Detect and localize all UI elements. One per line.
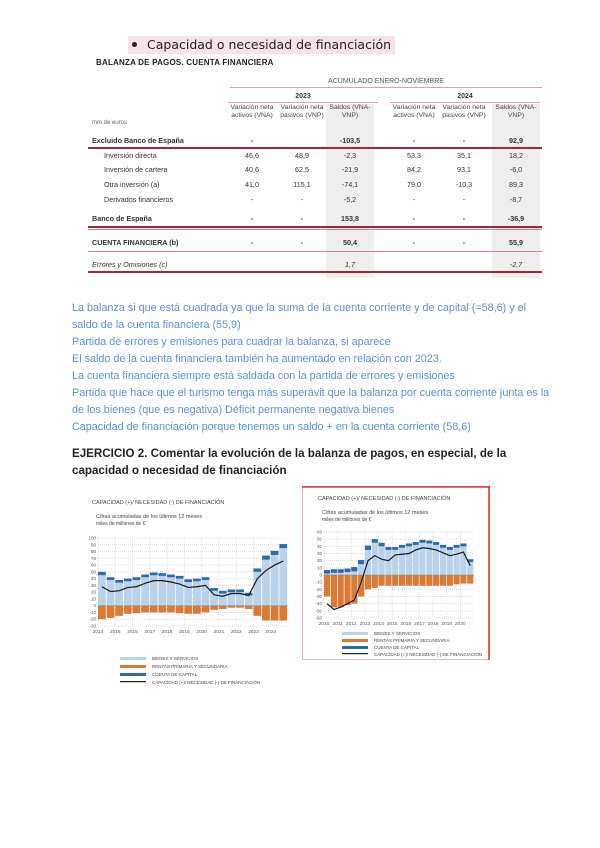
x-tick-label: 2015: [109, 630, 121, 635]
bar-rentas: [236, 606, 244, 608]
column-header: Variación neta activos (VNA): [392, 104, 436, 119]
bar-rentas: [460, 575, 466, 584]
bar-rentas: [392, 575, 398, 586]
bar-bienes-servicios: [372, 543, 378, 575]
table-divider: [88, 251, 542, 252]
bar-rentas: [193, 606, 201, 614]
row-label: Inversión de cartera: [104, 165, 168, 174]
x-tick-label: 2020: [455, 622, 466, 627]
cell-value: -: [250, 238, 254, 247]
y-tick-label: -10: [89, 609, 96, 615]
cell-value: -: [300, 195, 304, 204]
legend-label: BIENES Y SERVICIOS: [152, 656, 199, 661]
cell-value: -: [412, 238, 416, 247]
bar-rentas: [228, 606, 236, 608]
legend-label: RENTAS PRIMARIA Y SECUNDARIA: [374, 638, 450, 643]
bar-rentas: [262, 606, 270, 621]
bar-rentas: [331, 575, 337, 607]
bar-bienes-servicios: [193, 581, 201, 605]
x-tick-label: 2015: [386, 622, 398, 627]
bar-rentas: [447, 575, 453, 586]
bar-bienes-servicios: [454, 548, 460, 575]
bar-rentas: [279, 606, 287, 621]
legend-swatch: [120, 673, 146, 676]
bar-rentas: [202, 606, 210, 613]
bar-cuenta-capital: [98, 572, 106, 575]
bar-cuenta-capital: [262, 556, 270, 560]
table-row: [88, 193, 542, 207]
bar-bienes-servicios: [115, 583, 123, 606]
bar-cuenta-capital: [193, 579, 201, 582]
y-tick-label: 0: [93, 603, 96, 609]
bar-rentas: [440, 575, 446, 586]
x-tick-label: 2010: [318, 622, 330, 627]
y-tick-label: 90: [90, 542, 96, 548]
bar-cuenta-capital: [184, 579, 192, 582]
column-header: Saldos (VNA-VNP): [329, 104, 371, 119]
financial-account-table: [88, 58, 542, 278]
bar-cuenta-capital: [141, 575, 149, 578]
cell-value: 55,9: [509, 238, 523, 247]
bar-bienes-servicios: [467, 562, 473, 575]
cell-value: 35,1: [457, 151, 471, 160]
x-tick-label: 2017: [144, 630, 156, 635]
cell-value: -6,0: [509, 165, 523, 174]
y-tick-label: 40: [316, 543, 322, 549]
bar-rentas: [219, 606, 227, 609]
y-tick-label: 50: [316, 536, 322, 542]
bar-cuenta-capital: [115, 580, 123, 583]
y-tick-label: 30: [316, 551, 322, 556]
x-tick-label: 2019: [179, 630, 190, 635]
note-line: Capacidad de financiación porque tenemos un saldo + en la cuenta corriente (58,6): [72, 421, 471, 433]
cell-value: -2,3: [343, 151, 357, 160]
cell-value: 79,0: [407, 180, 421, 189]
bar-cuenta-capital: [440, 545, 446, 548]
cell-value: 84,2: [407, 165, 421, 174]
note-line: Partida que hace que el turismo tenga más superávit que la balanza por cuenta corriente junta es la de los bienes (que es negativa) Déficit permanente negativa bienes: [72, 387, 550, 416]
legend-swatch: [342, 646, 368, 649]
bar-bienes-servicios: [133, 580, 141, 606]
table-row: [88, 134, 542, 148]
bar-cuenta-capital: [158, 573, 166, 576]
bar-rentas: [271, 606, 279, 621]
y-tick-label: 10: [316, 565, 322, 571]
bar-cuenta-capital: [419, 540, 425, 543]
cell-value: -5,2: [343, 195, 357, 204]
x-tick-label: 2014: [92, 630, 104, 635]
bar-bienes-servicios: [253, 572, 261, 606]
bar-rentas: [399, 575, 405, 586]
bar-cuenta-capital: [433, 542, 439, 545]
cell-value: -: [462, 214, 466, 223]
bar-bienes-servicios: [107, 580, 115, 606]
y-tick-label: -30: [89, 623, 96, 629]
y-tick-label: -60: [315, 615, 322, 621]
legend-swatch: [342, 632, 368, 635]
x-tick-label: 2022: [230, 630, 242, 635]
cell-value: -: [412, 195, 416, 204]
section-bullet: [128, 36, 395, 54]
bar-rentas: [385, 575, 391, 586]
legend-label: CUENTA DE CAPITAL: [152, 672, 198, 677]
cell-value: -: [250, 195, 254, 204]
bar-cuenta-capital: [379, 543, 385, 547]
bar-cuenta-capital: [447, 547, 453, 550]
bar-cuenta-capital: [202, 577, 210, 580]
bar-cuenta-capital: [372, 539, 378, 543]
legend-swatch: [342, 639, 368, 642]
chart-subtitle: Cifras acumuladas de los últimos 12 meses: [96, 514, 203, 520]
bar-bienes-servicios: [279, 548, 287, 606]
bar-cuenta-capital: [107, 577, 115, 580]
cell-value: -21,9: [341, 165, 359, 174]
chart-financing-2010-2020: [302, 486, 490, 660]
cell-value: -10,3: [455, 180, 473, 189]
bar-bienes-servicios: [124, 581, 132, 605]
bar-rentas: [344, 575, 350, 605]
bar-cuenta-capital: [399, 545, 405, 548]
x-tick-label: 2012: [345, 622, 357, 627]
bar-rentas: [176, 606, 184, 613]
cell-value: -: [462, 195, 466, 204]
bar-rentas: [98, 606, 106, 620]
y-tick-label: 60: [316, 529, 322, 535]
bar-rentas: [167, 606, 175, 613]
bar-rentas: [124, 606, 132, 614]
cell-value: -: [300, 238, 304, 247]
column-header: Variación neta pasivos (VNP): [442, 104, 486, 119]
bar-bienes-servicios: [351, 571, 357, 575]
bar-cuenta-capital: [426, 541, 432, 544]
y-tick-label: 60: [90, 562, 96, 568]
bar-bienes-servicios: [245, 596, 253, 606]
y-tick-label: 40: [90, 576, 96, 582]
bar-bienes-servicios: [202, 580, 210, 606]
bar-rentas: [372, 575, 378, 588]
bar-bienes-servicios: [399, 548, 405, 575]
table-row: [88, 149, 542, 163]
bar-cuenta-capital: [124, 579, 132, 582]
bar-rentas: [365, 575, 371, 589]
column-header: Saldos (VNA-VNP): [495, 104, 537, 119]
table-row: [88, 212, 542, 226]
bar-bienes-servicios: [184, 582, 192, 606]
y-tick-label: -50: [315, 608, 322, 614]
bar-cuenta-capital: [338, 569, 344, 573]
row-label: Banco de España: [92, 214, 152, 223]
notes: [72, 300, 550, 436]
bar-cuenta-capital: [331, 569, 337, 573]
bar-rentas: [324, 575, 330, 597]
bar-cuenta-capital: [271, 551, 279, 555]
table-divider: [88, 147, 542, 149]
table-divider: [88, 271, 542, 273]
bar-cuenta-capital: [460, 543, 466, 546]
y-tick-label: -40: [315, 601, 322, 607]
bar-rentas: [133, 606, 141, 613]
y-tick-label: 50: [90, 569, 96, 575]
row-label: Otra inversión (a): [104, 180, 160, 189]
cell-value: 18,2: [509, 151, 523, 160]
cell-value: -: [462, 136, 466, 145]
y-tick-label: -20: [89, 616, 96, 622]
row-label: Derivados financieros: [104, 195, 174, 204]
cell-value: 93,1: [457, 165, 471, 174]
y-tick-label: -30: [315, 594, 322, 599]
x-tick-label: 2020: [196, 630, 207, 635]
bar-bienes-servicios: [338, 573, 344, 575]
table-title: BALANZA DE PAGOS. CUENTA FINANCIERA: [96, 58, 274, 67]
y-tick-label: -20: [315, 586, 322, 592]
y-tick-label: 80: [90, 549, 96, 555]
bar-cuenta-capital: [219, 591, 227, 594]
cell-value: 50,4: [343, 238, 357, 247]
cell-value: -74,1: [341, 180, 359, 189]
cell-value: -: [412, 214, 416, 223]
chart-financing-2014-2024: [86, 492, 292, 690]
bar-rentas: [253, 606, 261, 616]
bar-bienes-servicios: [447, 550, 453, 575]
bar-cuenta-capital: [150, 573, 158, 576]
x-tick-label: 2018: [161, 630, 173, 635]
legend-label: CAPACIDAD (+)/ NECESIDAD (-) DE FINANCIACIÓN: [374, 652, 483, 657]
bar-bienes-servicios: [210, 591, 218, 606]
bar-cuenta-capital: [167, 575, 175, 578]
bar-rentas: [107, 606, 115, 618]
cell-value: 92,9: [509, 136, 523, 145]
bar-bienes-servicios: [150, 575, 158, 605]
table-row: [88, 258, 542, 272]
bar-cuenta-capital: [365, 546, 371, 550]
cell-value: -2,7: [509, 260, 523, 269]
bar-cuenta-capital: [385, 547, 391, 550]
y-tick-label: 0: [319, 572, 322, 578]
cell-value: 115,1: [293, 180, 311, 189]
y-tick-label: 100: [88, 535, 96, 541]
y-tick-label: 20: [316, 558, 322, 564]
x-tick-label: 2016: [127, 630, 138, 635]
bar-bienes-servicios: [358, 564, 364, 575]
bar-cuenta-capital: [351, 567, 357, 571]
table-divider: [88, 226, 542, 228]
x-tick-label: 2024: [265, 630, 277, 635]
y-tick-label: -10: [315, 579, 322, 585]
row-label: CUENTA FINANCIERA (b): [92, 238, 179, 247]
bar-rentas: [141, 606, 149, 613]
legend-label: RENTAS PRIMARIA Y SECUNDARIA: [152, 664, 228, 669]
bar-cuenta-capital: [236, 589, 244, 592]
bar-cuenta-capital: [324, 570, 330, 574]
note-line: El saldo de la cuenta financiera también ha aumentado en relación con 2023.: [72, 353, 442, 365]
legend-label: BIENES Y SERVICIOS: [374, 631, 421, 636]
bar-bienes-servicios: [331, 573, 337, 575]
bar-bienes-servicios: [344, 572, 350, 575]
bar-bienes-servicios: [98, 575, 106, 605]
bullet-icon: [132, 42, 137, 47]
bar-cuenta-capital: [413, 542, 419, 545]
cell-value: 48,9: [295, 151, 309, 160]
bar-rentas: [433, 575, 439, 586]
bar-rentas: [158, 606, 166, 613]
bar-rentas: [184, 606, 192, 614]
legend-label: CUENTA DE CAPITAL: [374, 645, 420, 650]
column-header: Variación neta pasivos (VNP): [280, 104, 324, 119]
cell-value: -103,5: [339, 136, 361, 145]
bar-cuenta-capital: [454, 545, 460, 548]
bar-rentas: [358, 575, 364, 597]
x-tick-label: 2023: [248, 630, 259, 635]
x-tick-label: 2021: [213, 630, 225, 635]
bar-bienes-servicios: [392, 550, 398, 575]
year-header: 2024: [390, 92, 540, 103]
chart-title: CAPACIDAD (+)/ NECESIDAD (-) DE FINANCIACIÓN: [92, 500, 225, 506]
row-label: Inversión directa: [104, 151, 157, 160]
bar-rentas: [379, 575, 385, 586]
legend-swatch: [120, 681, 146, 682]
cell-value: -: [462, 238, 466, 247]
x-tick-label: 2013: [359, 622, 371, 627]
x-tick-label: 2018: [427, 622, 439, 627]
cell-value: 41,0: [245, 180, 259, 189]
bar-bienes-servicios: [385, 550, 391, 575]
year-header: 2023: [228, 92, 378, 103]
legend-swatch: [120, 657, 146, 660]
cell-value: -: [300, 214, 304, 223]
bar-bienes-servicios: [141, 577, 149, 605]
bar-rentas: [467, 575, 473, 584]
bar-rentas: [454, 575, 460, 584]
cell-value: 46,6: [245, 151, 259, 160]
bar-rentas: [245, 606, 253, 609]
bar-rentas: [210, 606, 218, 610]
note-line: Partida de errores y emisiones para cuadrar la balanza, si aparece: [72, 336, 391, 348]
bar-bienes-servicios: [379, 546, 385, 575]
bar-rentas: [406, 575, 412, 586]
unit-label: mm de euros: [92, 120, 128, 126]
chart-ylabel: miles de millones de €: [322, 517, 372, 523]
bar-bienes-servicios: [262, 560, 270, 606]
bar-cuenta-capital: [344, 569, 350, 573]
note-line: La balanza si que está cuadrada ya que la suma de la cuenta corriente y de capital (=58,6) y el saldo de la cuenta financiera (55,9): [72, 302, 527, 331]
bar-cuenta-capital: [176, 576, 184, 579]
cell-value: -8,7: [509, 195, 523, 204]
text-flow: [72, 300, 550, 479]
bar-cuenta-capital: [253, 568, 261, 571]
table-row: [88, 178, 542, 192]
cell-value: 62,5: [295, 165, 309, 174]
cell-value: 40,6: [245, 165, 259, 174]
bar-cuenta-capital: [133, 577, 141, 580]
x-tick-label: 2014: [373, 622, 384, 627]
bullet-text: Capacidad o necesidad de financiación: [147, 37, 392, 52]
legend-swatch: [120, 665, 146, 668]
cell-value: -: [412, 136, 416, 145]
x-tick-label: 2017: [414, 622, 425, 627]
y-tick-label: 70: [90, 555, 96, 561]
y-tick-label: 10: [90, 596, 96, 602]
bar-rentas: [413, 575, 419, 586]
cell-value: -: [250, 214, 254, 223]
legend-label: CAPACIDAD (+)/ NECESIDAD (-) DE FINANCIACIÓN: [152, 680, 261, 685]
group-header: ACUMULADO ENERO-NOVIEMBRE: [230, 78, 542, 88]
exercise-heading: EJERCICIO 2. Comentar la evolución de la balanza de pagos, en especial, de la capacidad o necesidad de financiación: [72, 447, 507, 477]
bar-bienes-servicios: [406, 546, 412, 575]
x-tick-label: 2011: [332, 622, 343, 627]
bar-rentas: [338, 575, 344, 607]
bar-cuenta-capital: [228, 589, 236, 592]
chart-ylabel: miles de millones de €: [96, 521, 146, 527]
chart-title: CAPACIDAD (+)/ NECESIDAD (-) DE FINANCIACIÓN: [318, 496, 451, 502]
cell-value: 53,3: [407, 151, 421, 160]
table-divider: [88, 229, 542, 230]
bar-bienes-servicios: [176, 579, 184, 606]
row-label: Errores y Omisiones (c): [92, 260, 168, 269]
bar-rentas: [150, 606, 158, 613]
bar-cuenta-capital: [406, 543, 412, 546]
cell-value: -: [250, 136, 254, 145]
bar-bienes-servicios: [271, 555, 279, 606]
cell-value: 1,7: [345, 260, 355, 269]
bar-rentas: [419, 575, 425, 586]
table-row: [88, 163, 542, 177]
bar-cuenta-capital: [210, 588, 218, 591]
bar-bienes-servicios: [460, 546, 466, 575]
bar-rentas: [426, 575, 432, 586]
cell-value: 153,8: [341, 214, 359, 223]
row-label: Excluido Banco de España: [92, 136, 184, 145]
bar-cuenta-capital: [279, 544, 287, 548]
chart-subtitle: Cifras acumuladas de los últimos 12 meses: [322, 510, 429, 516]
legend-swatch: [342, 653, 368, 654]
column-header: Variación neta activos (VNA): [230, 104, 274, 119]
note-line: La cuenta financiera siempre está saldada con la partida de errores y emisiones: [72, 370, 455, 382]
y-tick-label: 30: [90, 582, 96, 588]
x-tick-label: 2019: [441, 622, 453, 627]
bar-cuenta-capital: [392, 547, 398, 550]
y-tick-label: 20: [90, 589, 96, 595]
table-row: [88, 236, 542, 250]
cell-value: 89,3: [509, 180, 523, 189]
x-tick-label: 2016: [400, 622, 412, 627]
bar-rentas: [115, 606, 123, 616]
bar-cuenta-capital: [358, 560, 364, 564]
cell-value: -36,9: [507, 214, 525, 223]
